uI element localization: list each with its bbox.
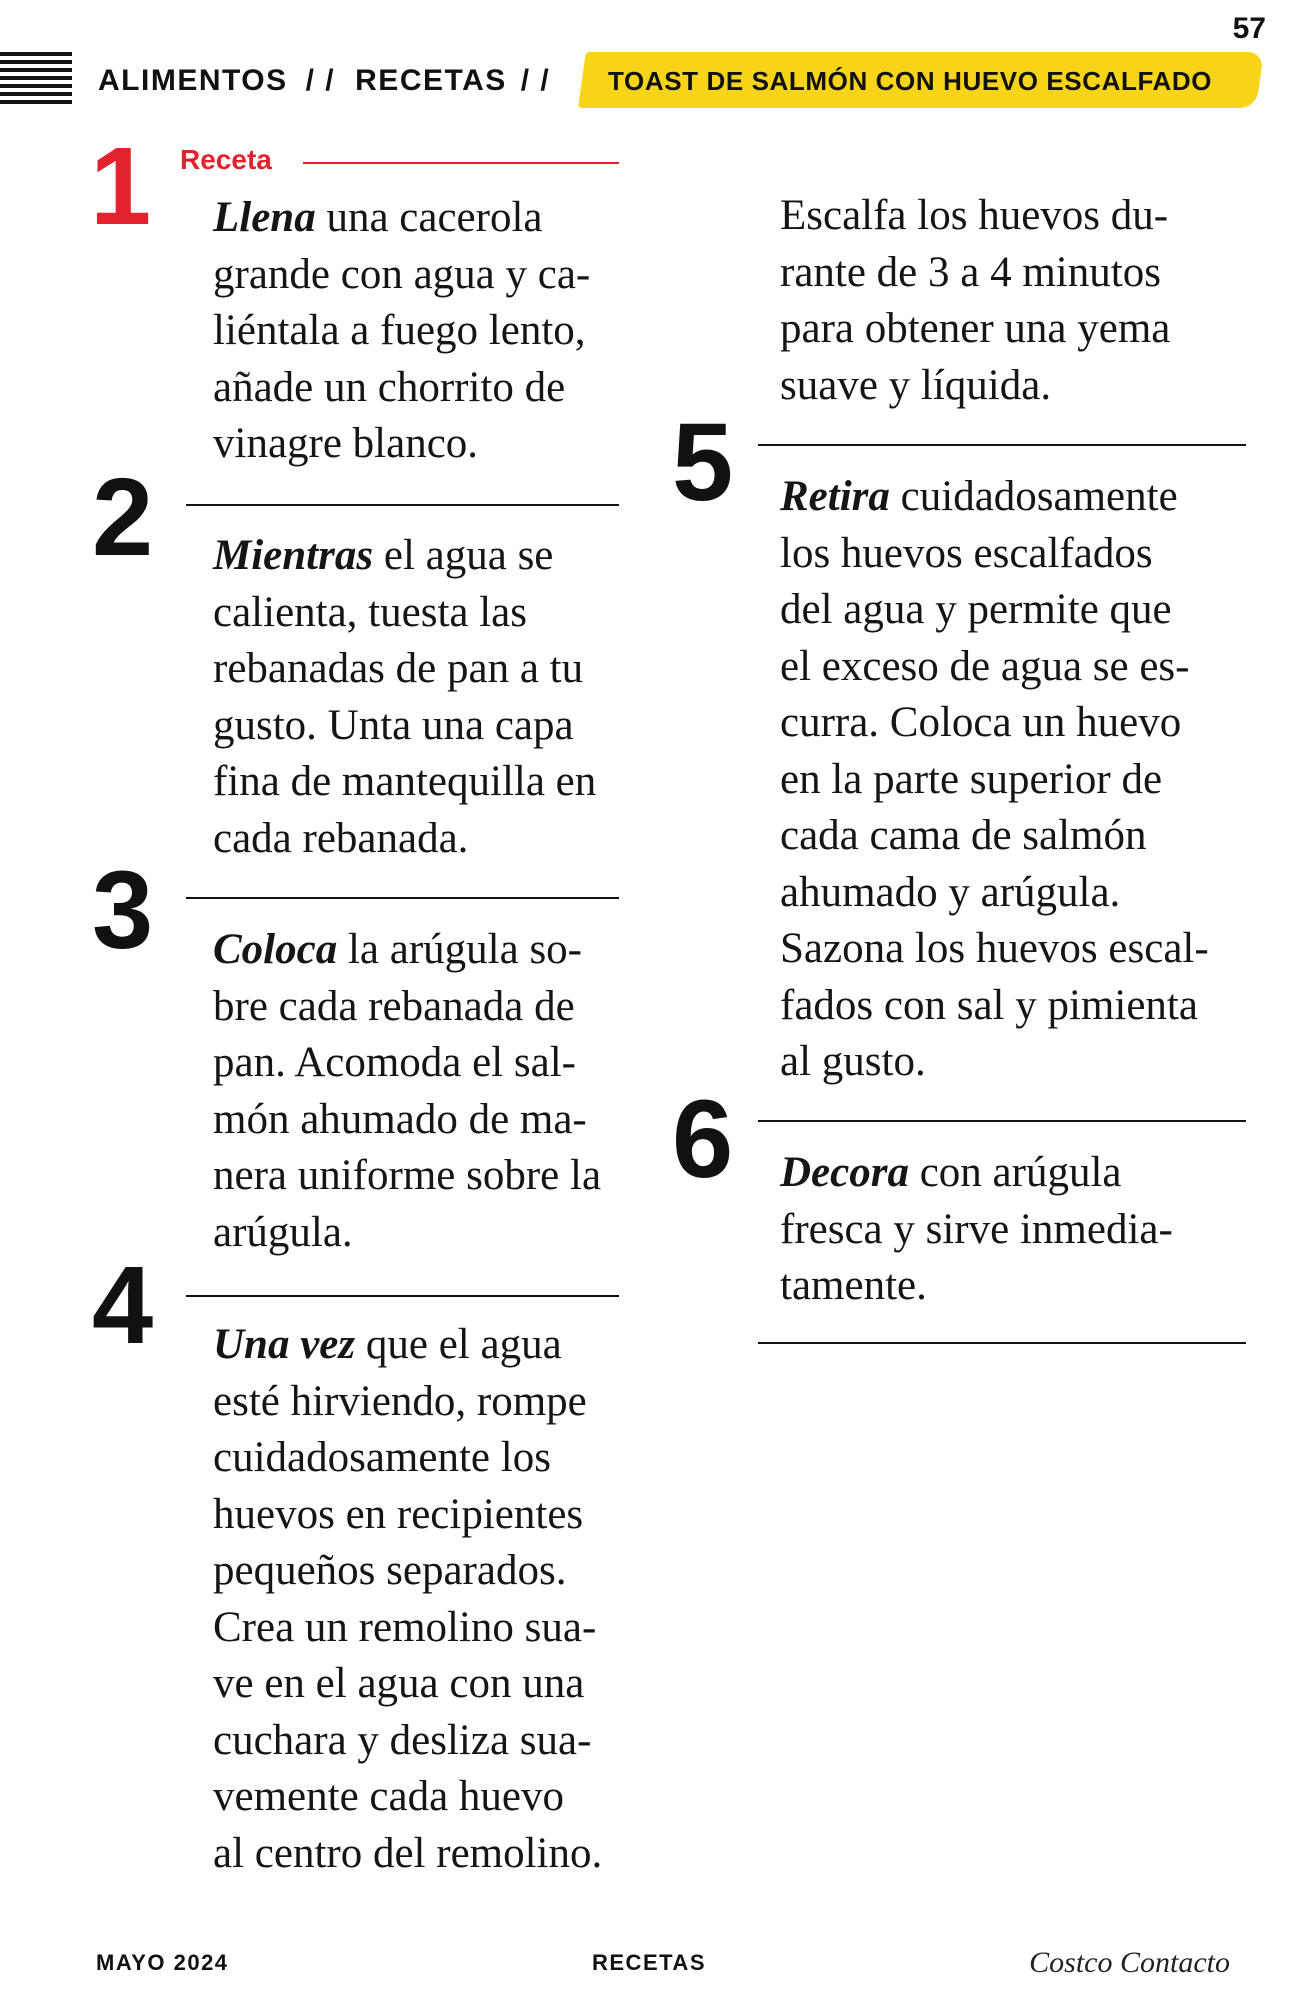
step-body-4: que el agua esté hirviendo, rompe cuidadosamente los huevos en recipientes pequeños separados. Crea un remolino sua- ve en el agua con una cuchara y desliza sua- vemente cada huevo al centro del remolino.	[213, 1321, 603, 1877]
breadcrumb	[98, 64, 550, 98]
step-body-2: el agua se calienta, tuesta las rebanadas de pan a tu gusto. Unta una capa fina de mantequilla en cada rebanada.	[213, 532, 597, 862]
step-text-1	[213, 190, 590, 473]
step-number-6: 6	[672, 1078, 734, 1201]
step-lead-5: Retira	[780, 473, 890, 520]
page-number: 57	[1232, 12, 1266, 45]
step-lead-4: Una vez	[213, 1321, 356, 1368]
step-divider-4	[186, 1295, 619, 1297]
step-text-2	[213, 528, 596, 867]
breadcrumb-separator: / /	[520, 64, 551, 97]
step-number-4: 4	[92, 1244, 154, 1367]
step-body-6: con arúgula fresca y sirve inmedia- tamente.	[780, 1149, 1173, 1309]
step-body-4-continued: Escalfa los huevos du- rante de 3 a 4 minutos para obtener una yema suave y líquida.	[780, 192, 1171, 409]
kicker-divider	[303, 162, 619, 164]
step-lead-3: Coloca	[213, 926, 338, 973]
step-number-2: 2	[92, 456, 154, 579]
step-lead-1: Llena	[213, 194, 316, 241]
step-text-4-continued	[780, 188, 1170, 414]
step-divider-2	[186, 504, 619, 506]
step-text-4	[213, 1317, 602, 1882]
step-number-1: 1	[90, 125, 152, 248]
footer-date: MAYO 2024	[96, 1950, 229, 1975]
footer-section: RECETAS	[592, 1950, 706, 1975]
step-body-5: cuidadosamente los huevos escalfados del agua y permite que el exceso de agua se es- curra. Coloca un huevo en la parte superior de cada cama de salmón ahumado y arúgula. Sazona los huevos escal- fados con sal y pimienta al gusto.	[780, 473, 1209, 1085]
breadcrumb-separator: / /	[305, 64, 336, 97]
step-text-5	[780, 469, 1209, 1091]
end-divider	[758, 1342, 1246, 1344]
step-divider-5	[758, 444, 1246, 446]
step-divider-6	[758, 1120, 1246, 1122]
step-body-1: una cacerola grande con agua y ca- liéntala a fuego lento, añade un chorrito de vinagre blanco.	[213, 194, 591, 467]
step-body-3: la arúgula so- bre cada rebanada de pan. Acomoda el sal- món ahumado de ma- nera uniforme sobre la arúgula.	[213, 926, 602, 1256]
step-divider-3	[186, 897, 619, 899]
step-text-3	[213, 922, 601, 1261]
step-number-5: 5	[672, 401, 734, 524]
recipe-kicker: Receta	[180, 144, 272, 175]
step-text-6	[780, 1145, 1173, 1315]
breadcrumb-section[interactable]: ALIMENTOS	[98, 64, 288, 97]
breadcrumb-current: TOAST DE SALMÓN CON HUEVO ESCALFADO	[608, 66, 1213, 96]
step-lead-2: Mientras	[213, 532, 374, 579]
breadcrumb-subsection[interactable]: RECETAS	[355, 64, 507, 97]
header-stripes-decoration	[0, 52, 72, 108]
step-lead-6: Decora	[780, 1149, 909, 1196]
step-number-3: 3	[92, 849, 154, 972]
footer-brand: Costco Contacto	[1029, 1946, 1230, 1979]
